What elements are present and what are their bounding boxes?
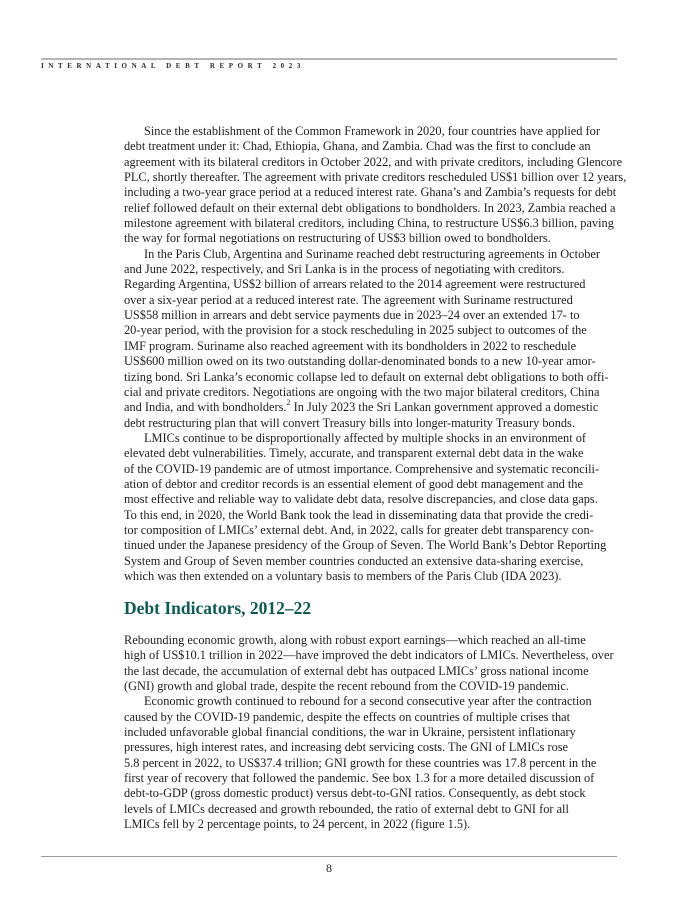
text-line: Since the establishment of the Common Framework in 2020, four countries have applied for <box>144 124 600 138</box>
text-line: debt-to-GDP (gross domestic product) versus debt-to-GNI ratios. Consequently, as debt stock <box>124 786 586 801</box>
text-line: included unfavorable global financial conditions, the war in Ukraine, persistent inflationary <box>124 725 576 740</box>
paragraph-lmics-shocks <box>124 431 618 584</box>
text-line: debt treatment under it: Chad, Ethiopia, Ghana, and Zambia. Chad was the first to conclude an <box>124 139 591 154</box>
text-line: pressures, high interest rates, and increasing debt servicing costs. The GNI of LMICs rose <box>124 740 569 755</box>
text-line: levels of LMICs decreased and growth rebounded, the ratio of external debt to GNI for all <box>124 801 569 816</box>
body-text-top <box>124 124 627 584</box>
text-line: Regarding Argentina, US$2 billion of arrears related to the 2014 agreement were restructured <box>124 277 586 292</box>
text-line: tinued under the Japanese presidency of the Group of Seven. The World Bank’s Debtor Reporting <box>124 538 607 553</box>
text-line: PLC, shortly thereafter. The agreement with private creditors rescheduled US$1 billion over 12 years, <box>124 170 627 185</box>
text-line: 5.8 percent in 2022, to US$37.4 trillion; GNI growth for these countries was 17.8 percent in the <box>124 755 597 770</box>
text-line: (GNI) growth and global trade, despite the recent rebound from the COVID-19 pandemic. <box>124 679 569 694</box>
text-line: debt restructuring plan that will convert Treasury bills into longer-maturity Treasury bonds. <box>124 415 575 430</box>
footer-rule <box>41 856 617 857</box>
text-line: Rebounding economic growth, along with robust export earnings—which reached an all-time <box>124 633 586 647</box>
text-line: relief followed default on their external debt obligations to bondholders. In 2023, Zambia reached a <box>124 200 616 215</box>
text-line: In the Paris Club, Argentina and Suriname reached debt restructuring agreements in October <box>144 246 601 261</box>
text-line: over a six-year period at a reduced interest rate. The agreement with Suriname restructured <box>124 292 573 307</box>
running-head: INTERNATIONAL DEBT REPORT 2023 <box>41 62 305 70</box>
text-line: LMICs continue to be disproportionally affected by multiple shocks in an environment of <box>144 430 587 445</box>
body-text-section <box>124 633 618 832</box>
text-line: tor composition of LMICs’ external debt. And, in 2022, calls for greater debt transparency con- <box>124 522 594 537</box>
text-fragment: and India, and with bondholders. <box>124 400 287 415</box>
text-line: and June 2022, respectively, and Sri Lanka is in the process of negotiating with creditors. <box>124 262 565 277</box>
text-line: first year of recovery that followed the pandemic. See box 1.3 for a more detailed discussion of <box>124 771 595 786</box>
text-line: elevated debt vulnerabilities. Timely, accurate, and transparent external debt data in the wake <box>124 446 584 461</box>
text-line: caused by the COVID-19 pandemic, despite the effects on countries of multiple crises that <box>124 709 571 724</box>
paragraph-economic-growth <box>124 694 618 832</box>
text-line: 20-year period, with the provision for a stock rescheduling in 2025 subject to outcomes of the <box>124 323 587 338</box>
text-line: high of US$10.1 trillion in 2022—have improved the debt indicators of LMICs. Nevertheless, over <box>124 648 614 663</box>
paragraph-rebounding-growth <box>124 633 618 694</box>
footnote-marker[interactable]: 2 <box>286 398 291 408</box>
text-line: US$600 million owed on its two outstanding dollar-denominated bonds to a new 10-year amor- <box>124 354 596 369</box>
text-line: the last decade, the accumulation of external debt has outpaced LMICs’ gross national income <box>124 663 589 678</box>
text-line: cial and private creditors. Negotiations are ongoing with the two major bilateral creditors, China <box>124 384 600 399</box>
text-line: To this end, in 2020, the World Bank took the lead in disseminating data that provide the credi- <box>124 507 594 522</box>
text-line: US$58 million in arrears and debt service payments due in 2023–24 over an extended 17- to <box>124 308 580 323</box>
text-line: most effective and reliable way to validate debt data, resolve discrepancies, and close data gaps. <box>124 492 598 507</box>
text-line: System and Group of Seven member countries conducted an extensive data-sharing exercise, <box>124 553 584 568</box>
text-line: LMICs fell by 2 percentage points, to 24 percent, in 2022 (figure 1.5). <box>124 817 471 832</box>
text-line: IMF program. Suriname also reached agreement with its bondholders in 2022 to reschedule <box>124 338 577 353</box>
text-fragment: In July 2023 the Sri Lankan government approved a domestic <box>290 400 599 415</box>
paragraph-paris-club <box>124 247 618 431</box>
text-line: which was then extended on a voluntary basis to members of the Paris Club (IDA 2023). <box>124 568 562 583</box>
text-line: milestone agreement with bilateral creditors, including China, to restructure US$6.3 billion, paving <box>124 216 614 231</box>
section-heading: Debt Indicators, 2012–22 <box>124 598 312 618</box>
text-line: ation of debtor and creditor records is an essential element of good debt management and the <box>124 476 583 491</box>
text-line: of the COVID-19 pandemic are of utmost importance. Comprehensive and systematic reconcili- <box>124 461 600 476</box>
text-line: including a two-year grace period at a reduced interest rate. Ghana’s and Zambia’s requests for debt <box>124 185 617 200</box>
page-number: 8 <box>326 861 332 875</box>
text-line: agreement with its bilateral creditors in October 2022, and with private creditors, including Glencore <box>124 154 623 169</box>
text-line-with-footnote <box>124 400 618 415</box>
paragraph-common-framework <box>124 124 627 247</box>
text-line: Economic growth continued to rebound for a second consecutive year after the contraction <box>144 694 592 709</box>
text-line: the way for formal negotiations on restructuring of US$3 billion owed to bondholders. <box>124 231 551 246</box>
text-line: tizing bond. Sri Lanka’s economic collapse led to default on external debt obligations to both offi- <box>124 369 609 384</box>
header-rule <box>41 58 617 60</box>
